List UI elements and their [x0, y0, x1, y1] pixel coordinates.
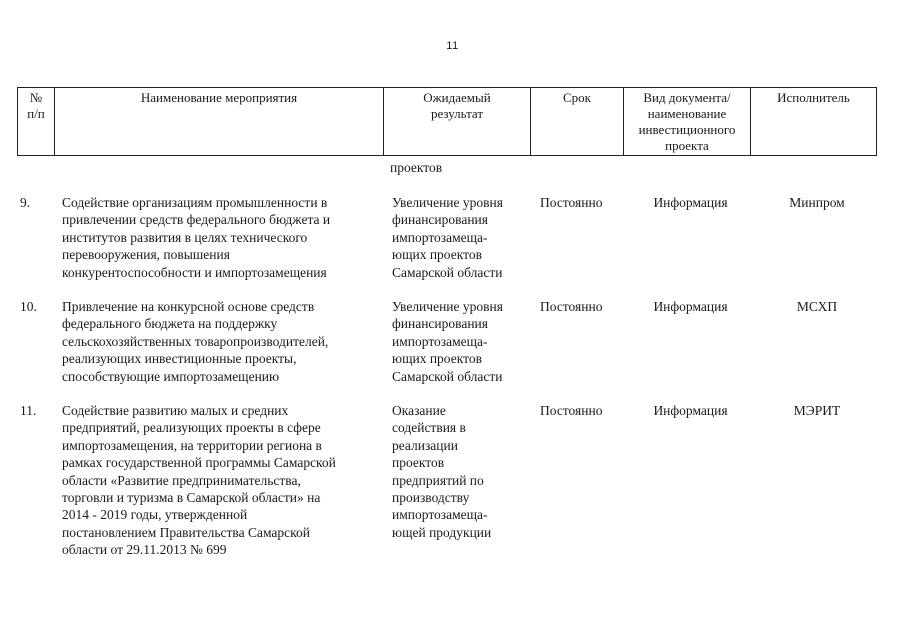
- row-term: Постоянно: [540, 403, 603, 418]
- row-activity-name: Содействие организациям промышленности в привлечении средств федерального бюджета и институтов развития в целях технического перевооружения, повышения конкурентоспособности и импортозамещения: [62, 195, 331, 280]
- header-name: Наименование мероприятия: [55, 88, 384, 156]
- row-number: 9.: [20, 195, 31, 210]
- row-executor: Минпром: [789, 195, 845, 210]
- row-expected-result: Оказание содействия в реализации проектов предприятий по производству импортозамеща- ющей продукции: [392, 403, 492, 540]
- row-document-type: Информация: [653, 195, 728, 210]
- row-activity-name: Привлечение на конкурсной основе средств федерального бюджета на поддержку сельскохозяйственных товаропроизводителей, реализующих инвестиционные проекты, способствующие импортозамещению: [62, 299, 329, 384]
- header-num: № п/п: [18, 88, 55, 156]
- row-term: Постоянно: [540, 195, 603, 210]
- row-number: 10.: [20, 299, 37, 314]
- row-document-type: Информация: [653, 403, 728, 418]
- row-expected-result: Увеличение уровня финансирования импортозамеща- ющих проектов Самарской области: [392, 299, 503, 384]
- row-document-type: Информация: [653, 299, 728, 314]
- page-number: 11: [446, 40, 459, 52]
- row-term: Постоянно: [540, 299, 603, 314]
- row-executor: МЭРИТ: [793, 403, 841, 418]
- header-executor: Исполнитель: [751, 88, 877, 156]
- row-executor: МСХП: [796, 299, 838, 314]
- header-result: Ожидаемый результат: [384, 88, 531, 156]
- row-number: 11.: [20, 403, 37, 418]
- table-header: [17, 87, 877, 156]
- row-expected-result: Увеличение уровня финансирования импортозамеща- ющих проектов Самарской области: [392, 195, 503, 280]
- header-term: Срок: [531, 88, 624, 156]
- row-activity-name: Содействие развитию малых и средних предприятий, реализующих проекты в сфере импортозамещения, на территории региона в рамках государственной программы Самарской области «Развитие предпринимательства, торговли и туризма в Самарской области» на 2014 - 2019 годы, утвержденной постановлением Правительства Самарской области от 29.11.2013 № 699: [62, 403, 336, 558]
- header-doc: Вид документа/ наименование инвестиционного проекта: [624, 88, 751, 156]
- continuation-text: проектов: [390, 160, 443, 175]
